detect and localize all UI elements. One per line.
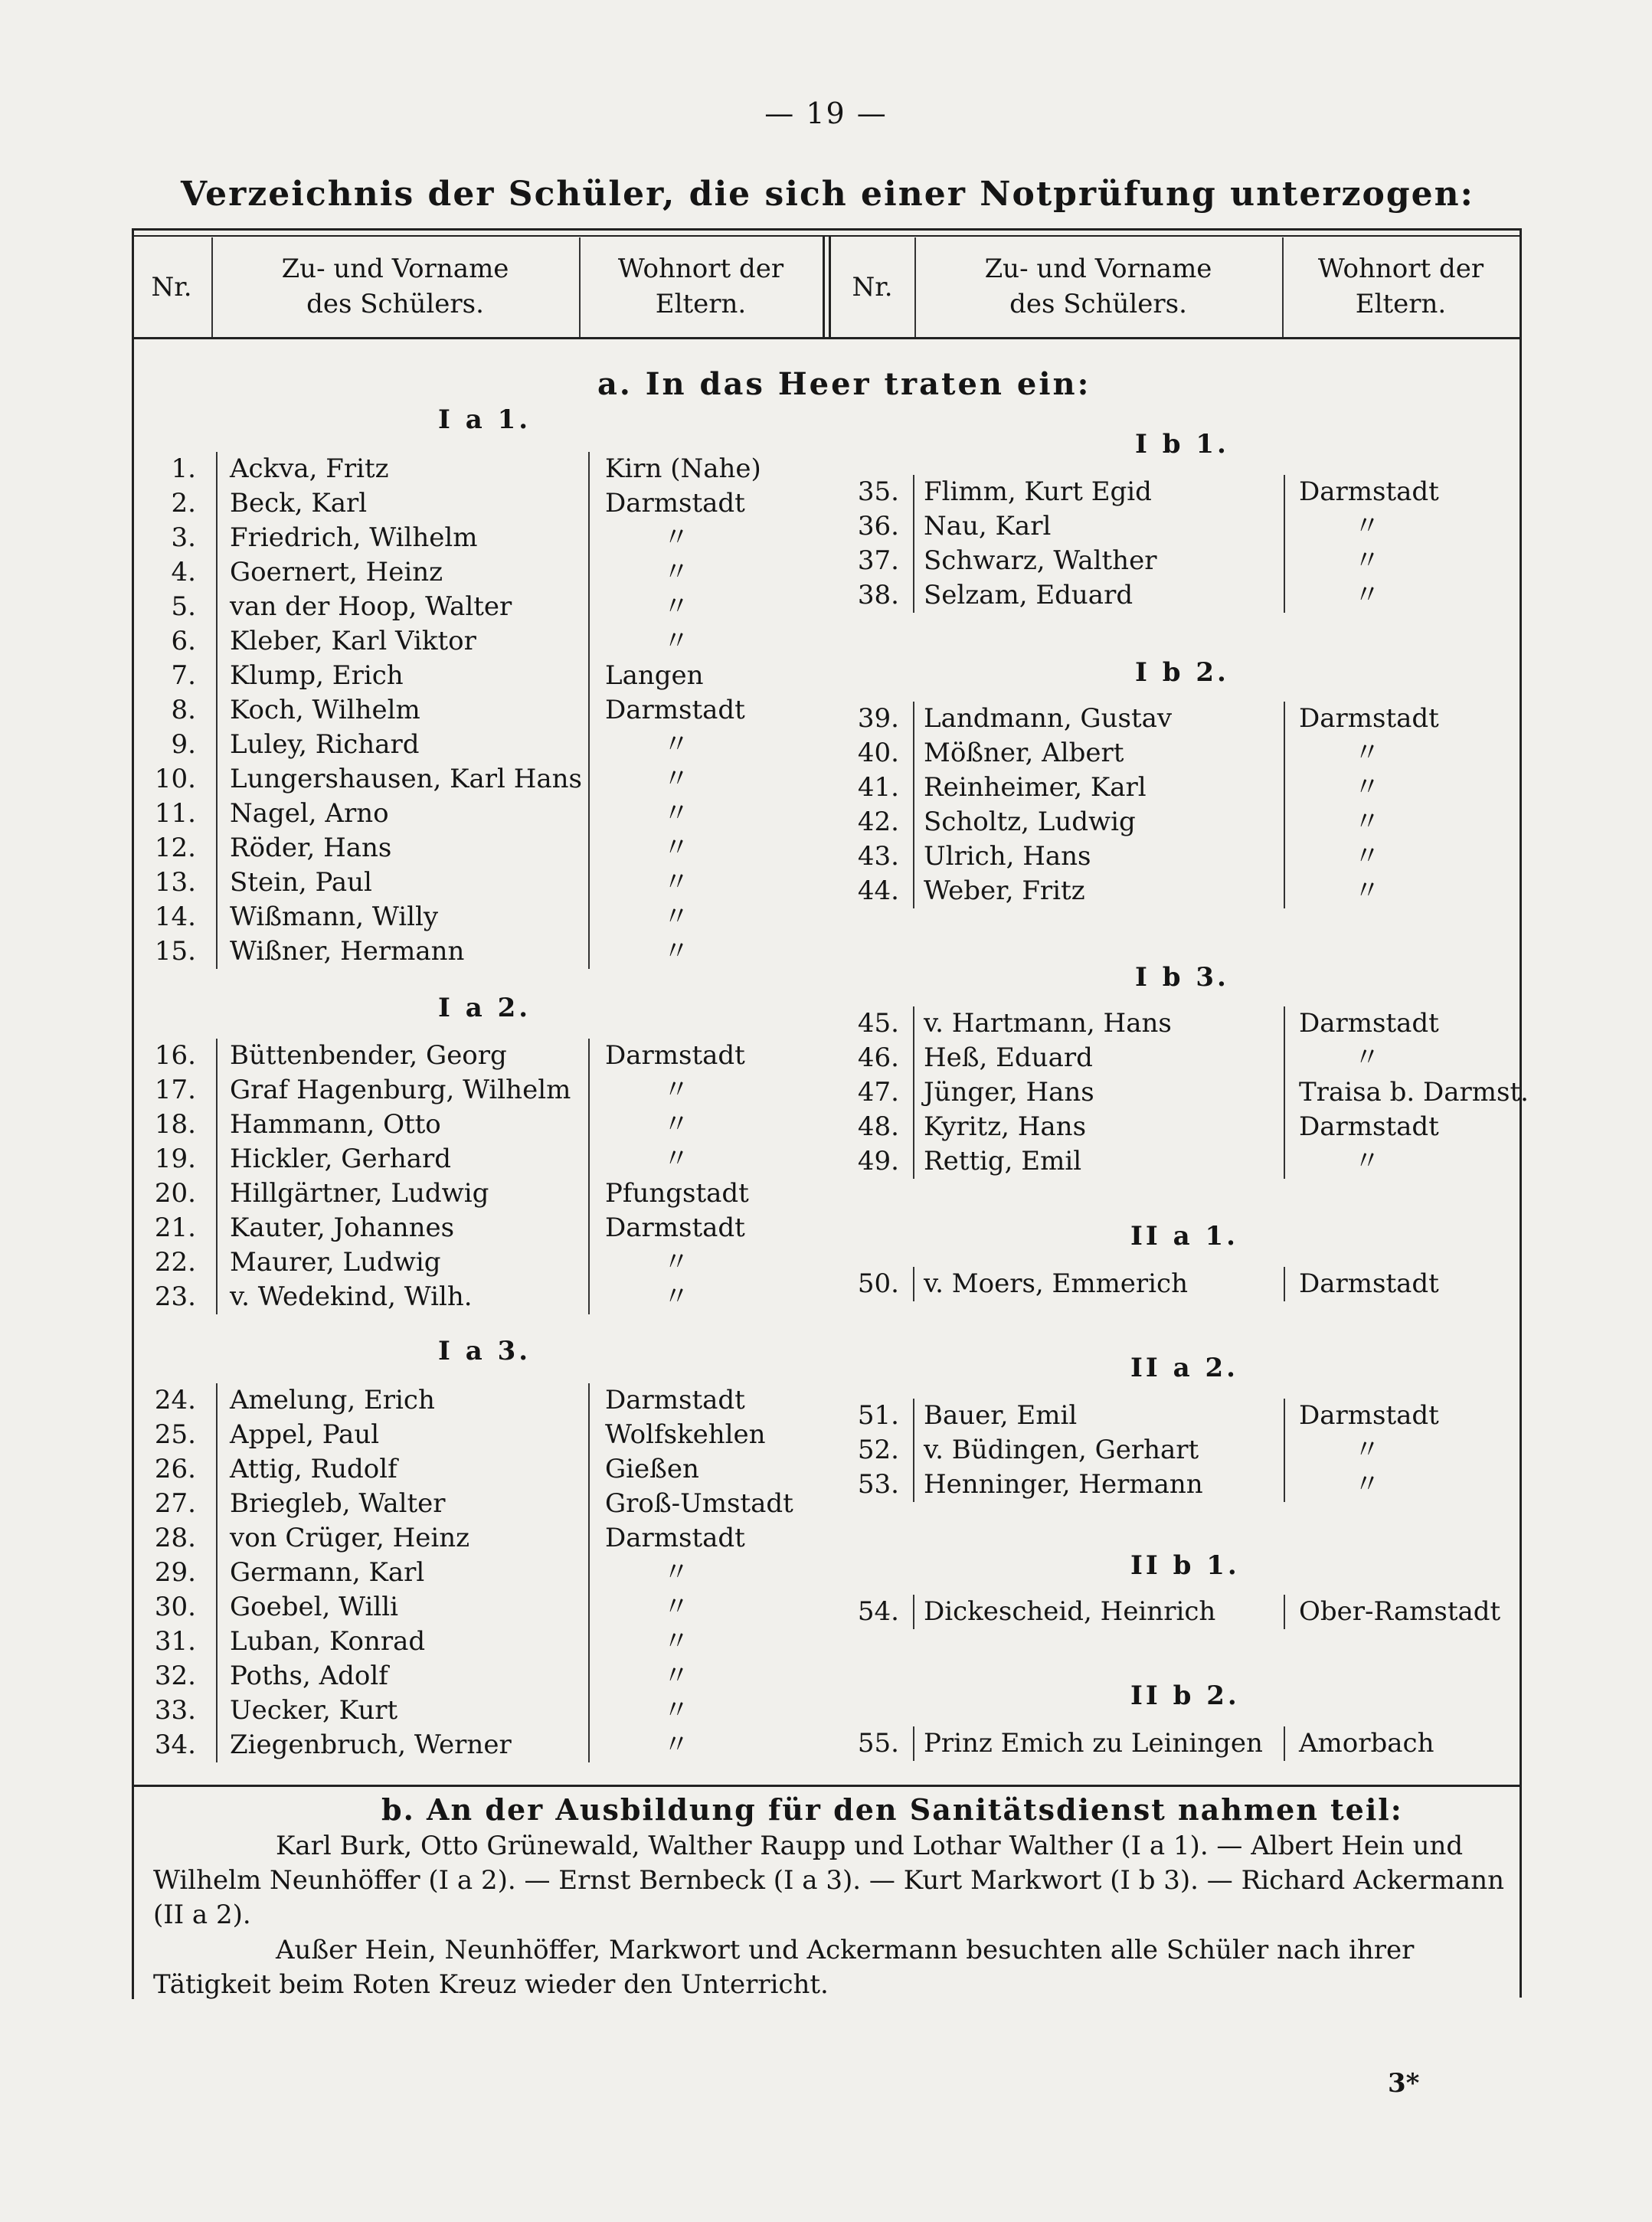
column-separator [913, 702, 914, 908]
header-name-left [211, 251, 579, 322]
student-name: Amelung, Erich [230, 1385, 435, 1415]
table-row [132, 1521, 821, 1555]
row-number: 37. [857, 545, 899, 576]
parents-residence: Groß-Umstadt [605, 1488, 793, 1519]
parents-residence: Amorbach [1299, 1728, 1434, 1759]
student-name: Poths, Adolf [230, 1661, 388, 1691]
class-group-label: I b 1. [1135, 429, 1229, 460]
table-row [132, 1625, 821, 1658]
parents-residence: Pfungstadt [605, 1178, 749, 1209]
parents-residence: Ober-Ramstadt [1299, 1596, 1501, 1627]
header-name-line2: des Schülers. [1009, 289, 1187, 319]
student-name: Heß, Eduard [924, 1042, 1093, 1073]
header-name-line1: Zu- und Vorname [984, 254, 1212, 284]
column-separator [1284, 475, 1285, 613]
table-row [132, 1728, 821, 1762]
row-number: 46. [857, 1042, 899, 1073]
parents-residence: 〃 [663, 867, 689, 898]
parents-residence: Darmstadt [1299, 1400, 1439, 1431]
student-name: Luley, Richard [230, 729, 420, 760]
class-group-label: II a 1. [1130, 1221, 1239, 1252]
row-number: 15. [154, 936, 196, 967]
parents-residence: Darmstadt [1299, 703, 1439, 734]
column-separator [588, 1039, 590, 1314]
table-row [830, 1267, 1520, 1301]
parents-residence: 〃 [1354, 807, 1380, 837]
table-row [830, 702, 1520, 735]
student-name: Hammann, Otto [230, 1109, 441, 1140]
parents-residence: Darmstadt [605, 1212, 745, 1243]
row-number: 39. [857, 703, 899, 734]
table-row [132, 762, 821, 796]
table-row [132, 521, 821, 555]
parents-residence: Darmstadt [605, 1523, 745, 1553]
section-a-heading: a. In das Heer traten ein: [597, 366, 1091, 402]
column-separator [913, 1595, 914, 1629]
parents-residence: 〃 [663, 1695, 689, 1726]
student-name: Dickescheid, Heinrich [924, 1596, 1216, 1627]
row-number: 28. [154, 1523, 196, 1553]
row-number: 43. [857, 841, 899, 872]
table-header-rule [132, 337, 1522, 339]
column-separator [913, 1267, 914, 1301]
table-row [830, 1468, 1520, 1501]
paragraph-sanitaet: Karl Burk, Otto Grünewald, Walther Raupp und Lothar Walther (I a 1). — Albert Hein und Wilhelm Neunhöffer (I a 2). — Ernst Bernbeck (I a 3). — Kurt Markwort (I b 3). — Richard Ackermann (II a 2). [153, 1831, 1504, 1930]
table-row [830, 1006, 1520, 1040]
table-row [132, 1108, 821, 1141]
row-number: 44. [857, 875, 899, 906]
paragraph-rotes-kreuz: Außer Hein, Neunhöffer, Markwort und Ackermann besuchten alle Schüler nach ihrer Tätigkeit beim Roten Kreuz wieder den Unterricht. [153, 1935, 1415, 2000]
row-number: 26. [154, 1454, 196, 1484]
row-number: 2. [171, 488, 196, 519]
row-number: 40. [857, 738, 899, 768]
parents-residence: Darmstadt [1299, 1268, 1439, 1299]
student-name: Reinheimer, Karl [924, 772, 1147, 803]
student-name: Ulrich, Hans [924, 841, 1091, 872]
header-name-line2: des Schülers. [306, 289, 484, 319]
parents-residence: 〃 [1354, 1042, 1380, 1073]
student-name: Koch, Wilhelm [230, 695, 420, 725]
student-name: v. Wedekind, Wilh. [230, 1281, 473, 1312]
parents-residence: 〃 [663, 1592, 689, 1622]
parents-residence: 〃 [663, 1661, 689, 1691]
row-number: 32. [154, 1661, 196, 1691]
parents-residence: 〃 [663, 626, 689, 656]
table-row [830, 771, 1520, 804]
student-name: Goernert, Heinz [230, 557, 443, 587]
column-separator [1284, 1726, 1285, 1761]
row-number: 48. [857, 1111, 899, 1142]
parents-residence: 〃 [1354, 738, 1380, 768]
parents-residence: Gießen [605, 1454, 699, 1484]
table-row [132, 1142, 821, 1176]
student-name: Germann, Karl [230, 1557, 425, 1588]
row-number: 38. [857, 580, 899, 610]
table-row [132, 1039, 821, 1072]
row-number: 47. [857, 1077, 899, 1108]
header-place-line2: Eltern. [1355, 289, 1447, 319]
student-name: Landmann, Gustav [924, 703, 1173, 734]
row-number: 24. [154, 1385, 196, 1415]
parents-residence: 〃 [1354, 1146, 1380, 1176]
table-row [132, 1693, 821, 1727]
table-row [132, 1452, 821, 1486]
header-nr-right: Nr. [852, 272, 893, 303]
parents-residence: 〃 [1354, 545, 1380, 576]
column-separator [1284, 1267, 1285, 1301]
row-number: 5. [171, 591, 196, 622]
table-center-divider [823, 236, 825, 337]
header-place-left [579, 251, 823, 322]
student-name: Bauer, Emil [924, 1400, 1078, 1431]
parents-residence: 〃 [663, 591, 689, 622]
student-name: Selzam, Eduard [924, 580, 1134, 610]
student-name: Scholtz, Ludwig [924, 807, 1136, 837]
page-number: — 19 — [764, 97, 888, 130]
parents-residence: 〃 [1354, 875, 1380, 906]
row-number: 3. [171, 522, 196, 553]
parents-residence: 〃 [663, 833, 689, 863]
table-right-border [1520, 228, 1522, 1998]
document-title: Verzeichnis der Schüler, die sich einer Notprüfung unterzogen: [181, 175, 1474, 214]
row-number: 4. [171, 557, 196, 587]
section-b-heading: b. An der Ausbildung für den Sanitätsdienst nahmen teil: [381, 1792, 1403, 1827]
parents-residence: 〃 [663, 798, 689, 829]
column-separator [216, 1039, 218, 1314]
table-row [132, 1590, 821, 1624]
table-row [830, 509, 1520, 543]
row-number: 9. [171, 729, 196, 760]
parents-residence: Darmstadt [605, 1385, 745, 1415]
table-row [132, 659, 821, 692]
row-number: 51. [857, 1400, 899, 1431]
column-separator [913, 1006, 914, 1179]
parents-residence: 〃 [663, 729, 689, 760]
parents-residence: Darmstadt [1299, 1111, 1439, 1142]
row-number: 31. [154, 1626, 196, 1657]
student-name: Röder, Hans [230, 833, 392, 863]
table-row [132, 1073, 821, 1107]
row-number: 27. [154, 1488, 196, 1519]
table-row [132, 1418, 821, 1451]
class-group-label: I a 1. [438, 404, 532, 435]
column-separator [913, 1399, 914, 1502]
class-group-label: I b 3. [1135, 962, 1229, 993]
row-number: 17. [154, 1075, 196, 1105]
table-row [132, 1280, 821, 1314]
student-name: Ziegenbruch, Werner [230, 1729, 512, 1760]
table-rule-top-inner [132, 235, 1522, 237]
table-row [132, 900, 821, 934]
row-number: 53. [857, 1469, 899, 1500]
header-place-line2: Eltern. [655, 289, 747, 319]
row-number: 21. [154, 1212, 196, 1243]
parents-residence: Darmstadt [1299, 476, 1439, 507]
student-name: Friedrich, Wilhelm [230, 522, 478, 553]
student-name: Ackva, Fritz [230, 453, 389, 484]
table-row [830, 874, 1520, 908]
student-name: Briegleb, Walter [230, 1488, 446, 1519]
class-group-label: I b 2. [1135, 657, 1229, 688]
footer-signature-mark: 3* [1388, 2068, 1420, 2099]
student-name: Lungershausen, Karl Hans [230, 764, 582, 794]
table-row [830, 1595, 1520, 1628]
header-name-line1: Zu- und Vorname [281, 254, 509, 284]
table-row [132, 1211, 821, 1245]
table-row [830, 1041, 1520, 1075]
student-name: Appel, Paul [230, 1419, 380, 1450]
table-rule-top [132, 228, 1522, 231]
table-row [830, 1726, 1520, 1760]
student-name: v. Büdingen, Gerhart [924, 1435, 1199, 1465]
table-row [830, 1399, 1520, 1432]
student-name: Mößner, Albert [924, 738, 1124, 768]
student-name: Luban, Konrad [230, 1626, 426, 1657]
parents-residence: 〃 [1354, 772, 1380, 803]
row-number: 30. [154, 1592, 196, 1622]
row-number: 10. [154, 764, 196, 794]
column-separator [1284, 1006, 1285, 1179]
column-separator [913, 475, 914, 613]
header-place-line1: Wohnort der [617, 254, 784, 284]
column-separator [1284, 1595, 1285, 1629]
row-number: 1. [171, 453, 196, 484]
table-row [132, 1383, 821, 1417]
column-separator [588, 452, 590, 969]
parents-residence: 〃 [663, 1144, 689, 1174]
student-name: Kleber, Karl Viktor [230, 626, 476, 656]
student-name: Henninger, Hermann [924, 1469, 1203, 1500]
header-name-right [914, 251, 1282, 322]
class-group-label: I a 2. [438, 993, 532, 1023]
class-group-label: I a 3. [438, 1336, 532, 1366]
student-name: Rettig, Emil [924, 1146, 1082, 1176]
table-row [132, 1556, 821, 1589]
parents-residence: 〃 [1354, 1469, 1380, 1500]
parents-residence: 〃 [663, 1247, 689, 1278]
table-row [830, 1144, 1520, 1178]
row-number: 12. [154, 833, 196, 863]
row-number: 6. [171, 626, 196, 656]
row-number: 19. [154, 1144, 196, 1174]
table-row [830, 578, 1520, 612]
parents-residence: 〃 [663, 557, 689, 587]
row-number: 35. [857, 476, 899, 507]
header-place-right [1282, 251, 1520, 322]
student-name: Nagel, Arno [230, 798, 389, 829]
row-number: 34. [154, 1729, 196, 1760]
parents-residence: Darmstadt [605, 695, 745, 725]
student-name: von Crüger, Heinz [230, 1523, 470, 1553]
table-row [132, 1659, 821, 1693]
column-separator [216, 452, 218, 969]
row-number: 20. [154, 1178, 196, 1209]
class-group-label: II a 2. [1130, 1353, 1239, 1383]
left-border-text [132, 1785, 134, 1999]
parents-residence: Darmstadt [1299, 1008, 1439, 1039]
table-row [132, 590, 821, 623]
parents-residence: 〃 [663, 1281, 689, 1312]
parents-residence: 〃 [1354, 841, 1380, 872]
parents-residence: 〃 [663, 764, 689, 794]
table-row [132, 728, 821, 761]
parents-residence: Langen [605, 660, 704, 691]
row-number: 8. [171, 695, 196, 725]
student-name: Weber, Fritz [924, 875, 1085, 906]
table-row [132, 797, 821, 830]
student-name: Büttenbender, Georg [230, 1040, 507, 1071]
row-number: 11. [154, 798, 196, 829]
row-number: 55. [857, 1728, 899, 1759]
parents-residence: Kirn (Nahe) [605, 453, 761, 484]
table-row [830, 805, 1520, 839]
table-row [830, 1075, 1529, 1109]
parents-residence: Traisa b. Darmst. [1299, 1077, 1529, 1108]
row-number: 41. [857, 772, 899, 803]
parents-residence: 〃 [1354, 511, 1380, 542]
class-group-label: II b 2. [1130, 1680, 1240, 1711]
student-name: Kauter, Johannes [230, 1212, 455, 1243]
row-number: 49. [857, 1146, 899, 1176]
parents-residence: 〃 [1354, 1435, 1380, 1465]
table-row [830, 839, 1520, 873]
row-number: 54. [857, 1596, 899, 1627]
table-row [132, 624, 821, 658]
header-nr-left: Nr. [151, 272, 192, 303]
row-number: 16. [154, 1040, 196, 1071]
header-place-line1: Wohnort der [1317, 254, 1484, 284]
row-number: 42. [857, 807, 899, 837]
table-row [132, 452, 821, 486]
row-number: 36. [857, 511, 899, 542]
student-name: Wißmann, Willy [230, 902, 439, 932]
student-name: v. Hartmann, Hans [924, 1008, 1172, 1039]
parents-residence: 〃 [663, 1075, 689, 1105]
row-number: 29. [154, 1557, 196, 1588]
student-name: Uecker, Kurt [230, 1695, 398, 1726]
row-number: 23. [154, 1281, 196, 1312]
student-name: Stein, Paul [230, 867, 372, 898]
student-name: Goebel, Willi [230, 1592, 398, 1622]
table-row [132, 1176, 821, 1210]
student-name: Nau, Karl [924, 511, 1052, 542]
column-separator [1284, 1399, 1285, 1502]
table-row [132, 866, 821, 899]
row-number: 18. [154, 1109, 196, 1140]
parents-residence: 〃 [663, 1557, 689, 1588]
row-number: 7. [171, 660, 196, 691]
row-number: 22. [154, 1247, 196, 1278]
row-number: 52. [857, 1435, 899, 1465]
table-row [132, 934, 821, 968]
row-number: 14. [154, 902, 196, 932]
column-separator [913, 1726, 914, 1761]
parents-residence: Wolfskehlen [605, 1419, 766, 1450]
row-number: 50. [857, 1268, 899, 1299]
table-row [830, 1110, 1520, 1144]
column-separator [1284, 702, 1285, 908]
table-row [132, 1245, 821, 1279]
parents-residence: 〃 [663, 936, 689, 967]
table-row [830, 736, 1520, 770]
student-name: Wißner, Hermann [230, 936, 465, 967]
column-separator [588, 1383, 590, 1762]
column-separator [216, 1383, 218, 1762]
table-row [830, 475, 1520, 509]
table-row [132, 486, 821, 520]
parents-residence: 〃 [1354, 580, 1380, 610]
parents-residence: 〃 [663, 1626, 689, 1657]
parents-residence: 〃 [663, 522, 689, 553]
student-name: v. Moers, Emmerich [924, 1268, 1188, 1299]
row-number: 45. [857, 1008, 899, 1039]
parents-residence: Darmstadt [605, 1040, 745, 1071]
table-row [132, 693, 821, 727]
parents-residence: Darmstadt [605, 488, 745, 519]
student-name: Hickler, Gerhard [230, 1144, 452, 1174]
student-name: Klump, Erich [230, 660, 404, 691]
table-row [830, 544, 1520, 578]
student-name: Kyritz, Hans [924, 1111, 1087, 1142]
student-name: Schwarz, Walther [924, 545, 1157, 576]
student-name: van der Hoop, Walter [230, 591, 512, 622]
student-name: Maurer, Ludwig [230, 1247, 441, 1278]
table-row [132, 831, 821, 865]
table-row [830, 1433, 1520, 1467]
student-name: Hillgärtner, Ludwig [230, 1178, 489, 1209]
row-number: 25. [154, 1419, 196, 1450]
parents-residence: 〃 [663, 902, 689, 932]
parents-residence: 〃 [663, 1729, 689, 1760]
parents-residence: 〃 [663, 1109, 689, 1140]
student-name: Prinz Emich zu Leiningen [924, 1728, 1263, 1759]
student-name: Attig, Rudolf [230, 1454, 397, 1484]
table-rule-bottom [132, 1785, 1522, 1787]
class-group-label: II b 1. [1130, 1550, 1240, 1581]
table-row [132, 1487, 821, 1520]
student-name: Jünger, Hans [924, 1077, 1094, 1108]
student-name: Beck, Karl [230, 488, 368, 519]
row-number: 33. [154, 1695, 196, 1726]
table-row [132, 555, 821, 589]
student-name: Flimm, Kurt Egid [924, 476, 1152, 507]
row-number: 13. [154, 867, 196, 898]
student-name: Graf Hagenburg, Wilhelm [230, 1075, 571, 1105]
